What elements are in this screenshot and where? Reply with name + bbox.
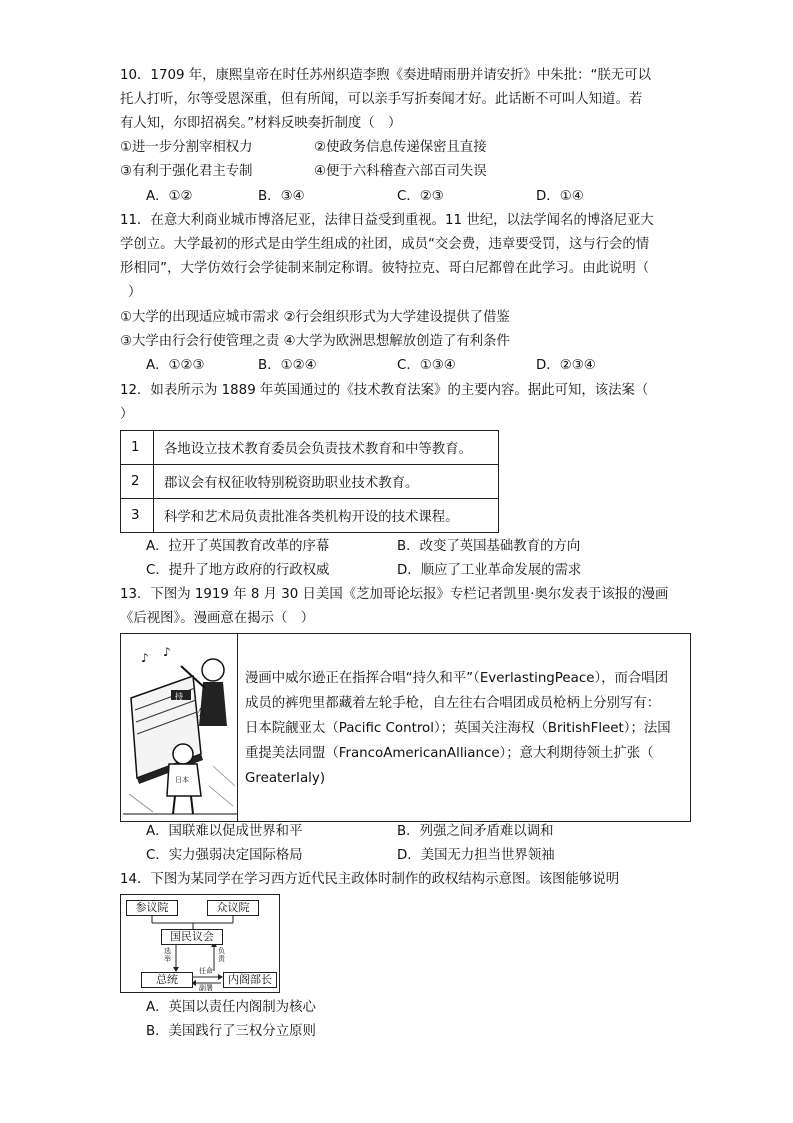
table-cell-text: 郡议会有权征收特别税资助职业技术教育。 [154, 465, 499, 499]
q12-option-a[interactable]: A．拉开了英国教育改革的序幕 [146, 539, 330, 554]
cartoon-book-label-2: 久 [197, 709, 207, 719]
table-cell-text: 科学和艺术局负责批准各类机构开设的技术课程。 [154, 499, 499, 533]
q11-item-2: ③大学由行会行使管理之责 ④大学为欧洲思想解放创造了有利条件 [120, 334, 510, 349]
svg-text:♪: ♪ [141, 651, 149, 665]
q10-option-c[interactable]: C．②③ [397, 189, 444, 204]
q10-line-1: 10．1709 年，康熙皇帝在时任苏州织造李煦《奏进晴雨册并请安折》中朱批：“朕无可以 [120, 68, 651, 83]
q11-line-3: 形相同”，大学仿效行会学徒制来制定称谓。彼特拉克、哥白尼都曾在此学习。由此说明（ [120, 261, 650, 276]
table-row [121, 431, 499, 465]
power-structure-diagram [120, 894, 280, 993]
cartoon-caption-line: 重提美法同盟（FrancoAmericanAlliance）；意大利期待领土扩张（ [245, 746, 654, 761]
diagram-senate: 参议院 [126, 900, 178, 916]
q11-line-1: 11．在意大利商业城市博洛尼亚，法律日益受到重视。11 世纪，以法学闻名的博洛尼亚大 [120, 213, 654, 228]
q12-option-d[interactable]: D．顺应了工业革命发展的需求 [397, 563, 582, 578]
diagram-countersign-label: 副署 [199, 984, 213, 992]
q10-line-2: 托人打听，尔等受恩深重，但有所闻，可以亲手写折奏闻才好。此话断不可叫人知道。若 [120, 92, 643, 107]
cartoon-divider [237, 634, 238, 821]
q11-option-a[interactable]: A．①②③ [146, 358, 205, 373]
cartoon-caption-line: GreaterIaly) [245, 771, 326, 786]
cartoon-panel [120, 633, 691, 822]
q12-table [120, 430, 499, 533]
q10-option-b[interactable]: B．③④ [258, 189, 305, 204]
diagram-cabinet-minister: 内阁部长 [223, 972, 277, 988]
cartoon-caption-line: 漫画中威尔逊正在指挥合唱“持久和平”（EverlastingPeace），而合唱团 [245, 671, 669, 686]
cartoon-caption [245, 666, 685, 791]
diagram-deputies: 众议院 [207, 900, 259, 916]
q13-option-c[interactable]: C．实力强弱决定国际格局 [146, 848, 303, 863]
q11-option-b[interactable]: B．①②④ [258, 358, 317, 373]
cartoon-caption-line: 成员的裤兜里都藏着左轮手枪，自左往右合唱团成员枪柄上分别写有： [245, 696, 661, 711]
diagram-national-assembly: 国民议会 [161, 929, 223, 945]
q10-option-d[interactable]: D．①④ [536, 189, 584, 204]
table-row [121, 465, 499, 499]
q13-option-b[interactable]: B．列强之间矛盾难以调和 [397, 824, 554, 839]
q11-option-c[interactable]: C．①③④ [397, 358, 456, 373]
q10-item-1: ①进一步分割宰相权力 [120, 140, 253, 155]
diagram-president: 总统 [141, 972, 193, 988]
cartoon-book-label: 持 [175, 692, 183, 701]
table-cell-text: 各地设立技术教育委员会负责技术教育和中等教育。 [154, 431, 499, 465]
q13-option-a[interactable]: A．国联难以促成世界和平 [146, 824, 303, 839]
q11-option-d[interactable]: D．②③④ [536, 358, 596, 373]
q12-option-b[interactable]: B．改变了英国基础教育的方向 [397, 539, 581, 554]
q10-item-2: ②使政务信息传递保密且直接 [314, 140, 487, 155]
cartoon-image [123, 636, 237, 819]
table-cell-no: 2 [121, 465, 154, 499]
cartoon-pocket-label: 日本 [175, 776, 189, 784]
q10-option-a[interactable]: A．①② [146, 189, 193, 204]
q12-line-1: 12．如表所示为 1889 年英国通过的《技术教育法案》的主要内容。据此可知，该法案（ [120, 383, 649, 398]
q10-line-3: 有人知，尔即招祸矣。”材料反映奏折制度（ ） [120, 116, 402, 131]
svg-text:♪: ♪ [163, 645, 171, 659]
q12-line-2: ） [120, 407, 134, 422]
q14-line-1: 14．下图为某同学在学习西方近代民主政体时制作的政权结构示意图。该图能够说明 [120, 872, 620, 887]
q13-line-2: 《后视图》。漫画意在揭示（ ） [120, 611, 315, 626]
q10-item-3: ③有利于强化君主专制 [120, 164, 253, 179]
table-cell-no: 3 [121, 499, 154, 533]
q13-line-1: 13．下图为 1919 年 8 月 30 日美国《芝加哥论坛报》专栏记者凯里·奥尔发表于该报的漫画 [120, 587, 669, 602]
q11-item-1: ①大学的出现适应城市需求 ②行会组织形式为大学建设提供了借鉴 [120, 310, 510, 325]
q11-line-4: ） [128, 285, 142, 300]
table-cell-no: 1 [121, 431, 154, 465]
q14-option-b[interactable]: B．美国践行了三权分立原则 [146, 1024, 316, 1039]
cartoon-caption-line: 日本院觎亚太（Pacific Control）；英国关注海权（BritishFleet）；法国 [245, 721, 671, 736]
q14-option-a[interactable]: A．英国以责任内阁制为核心 [146, 1000, 316, 1015]
diagram-responsible-label: 负责 [218, 947, 225, 963]
diagram-appoint-label: 任命 [199, 967, 213, 975]
q11-line-2: 学创立。大学最初的形式是由学生组成的社团，成员“交会费，违章要受罚，这与行会的情 [120, 237, 650, 252]
q10-item-4: ④便于六科稽查六部百司失误 [314, 164, 487, 179]
q12-option-c[interactable]: C．提升了地方政府的行政权威 [146, 563, 330, 578]
q13-option-d[interactable]: D．美国无力担当世界领袖 [397, 848, 555, 863]
diagram-elect-label: 选举 [164, 947, 171, 963]
table-row [121, 499, 499, 533]
